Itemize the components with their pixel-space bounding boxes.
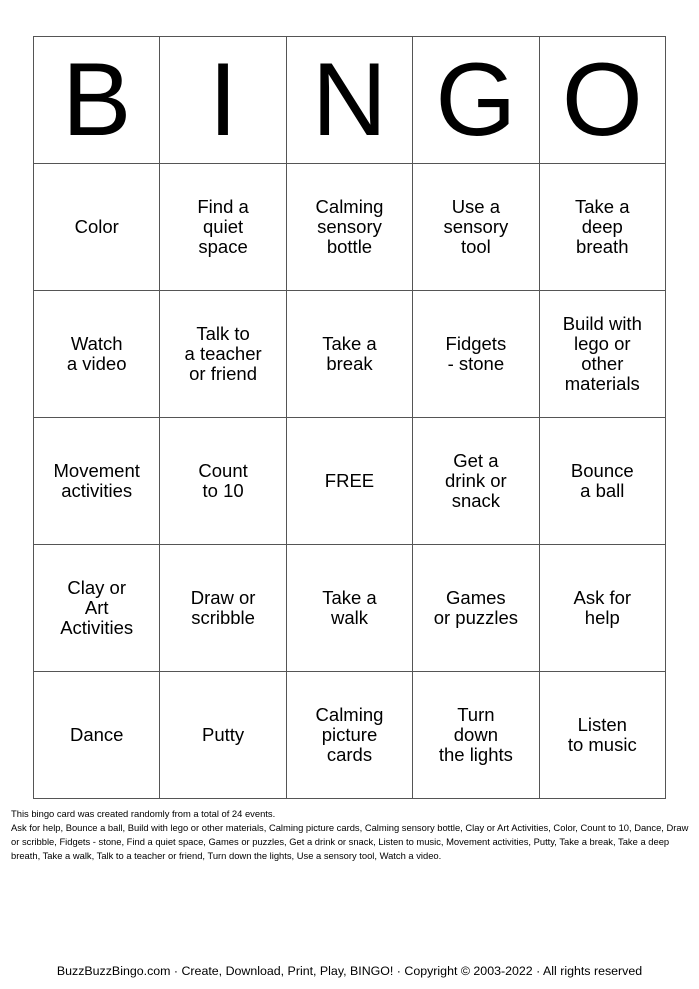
cell-text: Find a quiet space	[197, 196, 249, 257]
bingo-cell	[160, 672, 286, 799]
cell-text: Movement activities	[53, 460, 140, 501]
cell-text: Listen to music	[567, 714, 637, 755]
header-letter-n: N	[286, 37, 412, 164]
cell-text: Fidgets - stone	[445, 333, 507, 374]
bingo-cell	[539, 418, 665, 545]
cell-text: Calming sensory bottle	[315, 196, 384, 257]
bingo-cell	[160, 545, 286, 672]
bingo-row	[34, 672, 666, 799]
bingo-cell	[413, 545, 539, 672]
bingo-cell	[286, 545, 412, 672]
cell-text: FREE	[324, 470, 375, 491]
cell-text: Get a drink or snack	[445, 450, 507, 511]
bingo-row	[34, 418, 666, 545]
cell-text: Bounce a ball	[570, 460, 634, 501]
bingo-cell	[413, 672, 539, 799]
cell-text: Take a walk	[322, 587, 377, 628]
cell-text: Color	[74, 216, 119, 237]
bingo-row	[34, 164, 666, 291]
bingo-cell	[413, 418, 539, 545]
bingo-cell	[160, 164, 286, 291]
cell-text: Putty	[202, 724, 245, 745]
bingo-row	[34, 291, 666, 418]
bingo-cell	[286, 164, 412, 291]
cell-text: Dance	[69, 724, 124, 745]
bingo-cell	[539, 291, 665, 418]
cell-text: Take a break	[322, 333, 377, 374]
header-letter-i: I	[160, 37, 286, 164]
cell-text: Turn down the lights	[438, 704, 513, 765]
bingo-card	[33, 36, 666, 799]
bingo-header-row	[34, 37, 666, 164]
bingo-cell	[539, 164, 665, 291]
cell-text: Games or puzzles	[433, 587, 519, 628]
card-info-summary: This bingo card was created randomly from a total of 24 events.	[11, 808, 276, 819]
bingo-cell	[413, 164, 539, 291]
bingo-cell	[286, 291, 412, 418]
card-info	[11, 807, 691, 863]
bingo-cell	[34, 418, 160, 545]
card-info-event-list: Ask for help, Bounce a ball, Build with lego or other materials, Calming picture cards, Calming sensory bottle, Clay or Art Activities, Color, Count to 10, Dance, Draw or scribble, Fidgets - stone, Find a quiet space, Games or puzzles, Get a drink or snack, Listen to music, Movement activities, Putty, Take a break, Take a deep breath, Take a walk, Talk to a teacher or friend, Turn down the lights, Use a sensory tool, Watch a video.	[11, 822, 689, 861]
cell-text: Ask for help	[573, 587, 632, 628]
bingo-cell	[160, 418, 286, 545]
bingo-cell	[160, 291, 286, 418]
bingo-row	[34, 545, 666, 672]
bingo-cell	[539, 545, 665, 672]
page-footer: BuzzBuzzBingo.com · Create, Download, Print, Play, BINGO! · Copyright © 2003-2022 · All rights reserved	[56, 964, 643, 978]
header-letter-b: B	[34, 37, 160, 164]
cell-text: Use a sensory tool	[443, 196, 509, 257]
cell-text: Talk to a teacher or friend	[184, 323, 262, 384]
cell-text: Watch a video	[66, 333, 127, 374]
bingo-cell	[286, 672, 412, 799]
cell-text: Build with lego or other materials	[562, 313, 642, 394]
cell-text: Calming picture cards	[315, 704, 384, 765]
cell-text: Draw or scribble	[190, 587, 256, 628]
bingo-cell	[34, 672, 160, 799]
bingo-cell	[34, 291, 160, 418]
bingo-cell	[413, 291, 539, 418]
bingo-cell	[539, 672, 665, 799]
cell-text: Take a deep breath	[575, 196, 630, 257]
cell-text: Clay or Art Activities	[60, 577, 134, 638]
cell-text: Count to 10	[198, 460, 248, 501]
free-space-cell	[286, 418, 412, 545]
bingo-cell	[34, 164, 160, 291]
header-letter-o: O	[539, 37, 665, 164]
bingo-cell	[34, 545, 160, 672]
header-letter-g: G	[413, 37, 539, 164]
